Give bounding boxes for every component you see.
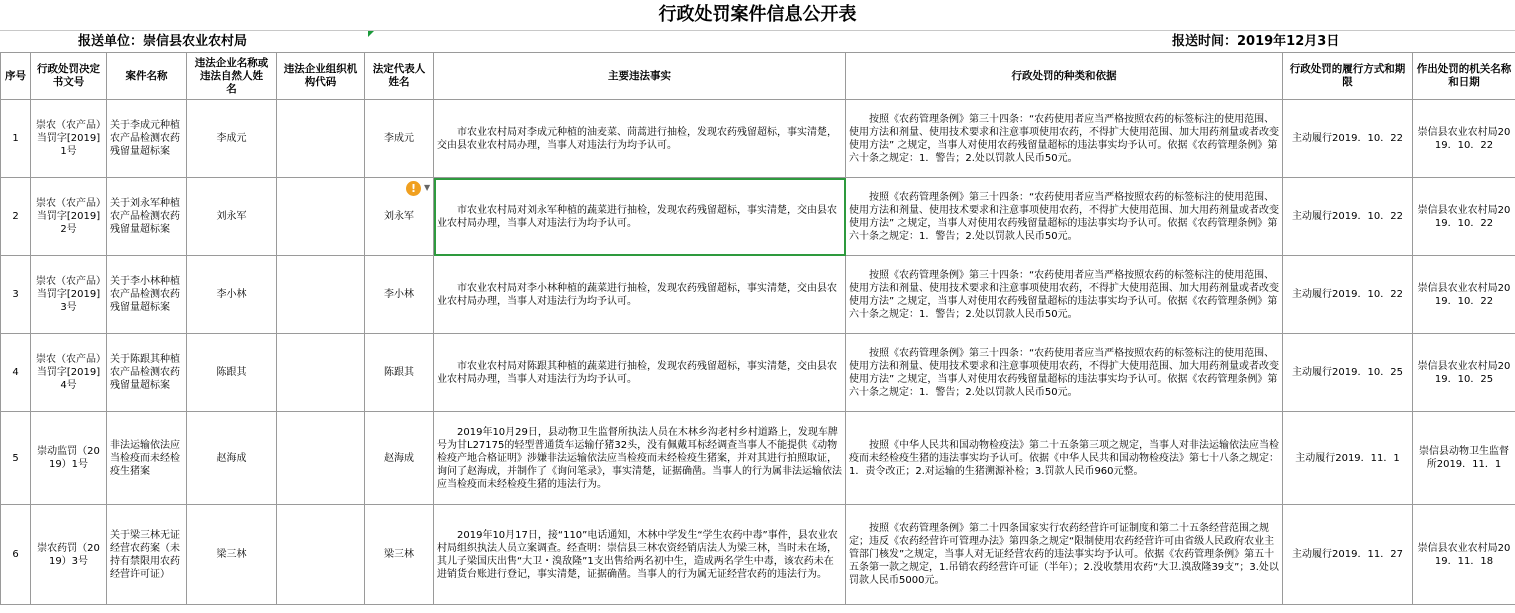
cell-basis[interactable]	[846, 256, 1283, 334]
header-cell[interactable]: 序号	[1, 53, 31, 100]
cell-no[interactable]: 5	[1, 412, 31, 505]
header-cell[interactable]: 作出处罚的机关名称和日期	[1413, 53, 1515, 100]
header-cell[interactable]: 行政处罚决定书文号	[31, 53, 107, 100]
table-row	[1, 505, 1515, 605]
cell-case-name[interactable]: 非法运输依法应当检疫而未经检疫生猪案	[107, 412, 187, 505]
cell-fact-selected[interactable]	[434, 178, 846, 256]
page-title: 行政处罚案件信息公开表	[0, 0, 1515, 31]
cell-fact[interactable]	[434, 505, 846, 605]
cell-doc-number[interactable]: 崇农（农产品）当罚字[2019]1号	[31, 100, 107, 178]
chevron-down-icon[interactable]: ▼	[424, 183, 431, 192]
cell-org-code[interactable]	[277, 505, 365, 605]
cell-basis[interactable]	[846, 334, 1283, 412]
cell-doc-number[interactable]: 崇动监罚（2019）1号	[31, 412, 107, 505]
cell-method[interactable]: 主动履行2019．10．25	[1283, 334, 1413, 412]
cell-no[interactable]: 2	[1, 178, 31, 256]
cell-basis[interactable]	[846, 505, 1283, 605]
cell-representative[interactable]: 刘永军	[365, 178, 434, 256]
basis-text: 按照《农药管理条例》第三十四条：“农药使用者应当严格按照农药的标签标注的使用范围、使用方法和剂量、使用技术要求和注意事项使用农药，不得扩大使用范围、加大用药剂量或者改变使用方法” 之规定，当事人对使用农药残留量超标的违法事实均予认可。依据《农药管理条例》第六十条之规定：1．警告；2.处以罚款人民币50元。	[849, 347, 1279, 398]
cell-representative[interactable]: 李成元	[365, 100, 434, 178]
basis-text: 按照《农药管理条例》第三十四条：“农药使用者应当严格按照农药的标签标注的使用范围、使用方法和剂量、使用技术要求和注意事项使用农药，不得扩大使用范围、加大用药剂量或者改变使用方法” 之规定，当事人对使用农药残留量超标的违法事实均予认可。依据《农药管理条例》第六十条之规定：1．警告；2.处以罚款人民币50元。	[849, 113, 1279, 164]
header-row	[1, 53, 1515, 100]
cell-basis[interactable]	[846, 100, 1283, 178]
penalty-table	[0, 52, 1515, 605]
cell-case-name[interactable]: 关于梁三林无证经营农药案（未持有禁限用农药经营许可证）	[107, 505, 187, 605]
fact-text: 市农业农村局对陈跟其种植的蔬菜进行抽检，发现农药残留超标，事实清楚，交由县农业农村局办理，当事人对违法行为均予认可。	[437, 360, 837, 385]
header-cell[interactable]: 法定代表人姓名	[365, 53, 434, 100]
cell-agency[interactable]: 崇信县农业农村局2019．11．18	[1413, 505, 1515, 605]
table-row	[1, 178, 1515, 256]
cell-case-name[interactable]: 关于李小林种植农产品检测农药残留量超标案	[107, 256, 187, 334]
basis-text: 按照《中华人民共和国动物检疫法》第二十五条第三项之规定，当事人对非法运输依法应当检疫而未经检疫生猪的违法事实均予认可。依据《中华人民共和国动物检疫法》第七十八条之规定：1．责令改正；2.对运输的生猪溯源补检；3.罚款人民币960元整。	[849, 439, 1279, 477]
fact-text: 市农业农村局对李小林种植的蔬菜进行抽检，发现农药残留超标，事实清楚，交由县农业农村局办理，当事人对违法行为均予认可。	[437, 282, 837, 307]
cell-person[interactable]: 赵海成	[187, 412, 277, 505]
cell-method[interactable]: 主动履行2019．11．27	[1283, 505, 1413, 605]
cell-basis[interactable]	[846, 412, 1283, 505]
cell-method[interactable]: 主动履行2019．10．22	[1283, 178, 1413, 256]
cell-person[interactable]: 陈跟其	[187, 334, 277, 412]
cell-basis[interactable]	[846, 178, 1283, 256]
report-info-bar	[0, 31, 1515, 52]
warning-icon[interactable]: !	[406, 181, 421, 196]
cell-agency[interactable]: 崇信县农业农村局2019．10．22	[1413, 178, 1515, 256]
cell-fact[interactable]	[434, 334, 846, 412]
cell-fact[interactable]	[434, 256, 846, 334]
table-row	[1, 100, 1515, 178]
cell-person[interactable]: 李小林	[187, 256, 277, 334]
header-cell[interactable]: 行政处罚的履行方式和期限	[1283, 53, 1413, 100]
cell-comment-marker	[368, 31, 374, 37]
cell-representative[interactable]: 梁三林	[365, 505, 434, 605]
report-unit: 报送单位：崇信县农业农村局	[78, 34, 248, 49]
cell-doc-number[interactable]: 崇农药罚（2019）3号	[31, 505, 107, 605]
cell-no[interactable]: 4	[1, 334, 31, 412]
fact-text: 2019年10月29日，县动物卫生监督所执法人员在木林乡沟老村乡村道路上，发现车牌号为甘L27175的轻型普通货车运输仔猪32头，没有佩戴耳标经调查当事人不能提供《动物检疫产地合格证明》涉嫌非法运输依法应当检疫而未经检疫生猪案，并对其进行拍照取证，询问了赵海成，并制作了《询问笔录》，事实清楚，证据确凿。当事人的行为属非法运输依法应当检疫而未经检疫生猪的违法行为。	[437, 426, 842, 490]
cell-org-code[interactable]	[277, 256, 365, 334]
cell-case-name[interactable]: 关于李成元种植农产品检测农药残留量超标案	[107, 100, 187, 178]
cell-doc-number[interactable]: 崇农（农产品）当罚字[2019]2号	[31, 178, 107, 256]
cell-org-code[interactable]	[277, 412, 365, 505]
cell-representative[interactable]: 陈跟其	[365, 334, 434, 412]
cell-fact[interactable]	[434, 100, 846, 178]
header-cell[interactable]: 违法企业组织机构代码	[277, 53, 365, 100]
cell-agency[interactable]: 崇信县农业农村局2019．10．22	[1413, 100, 1515, 178]
header-cell[interactable]: 违法企业名称或违法自然人姓 名	[187, 53, 277, 100]
header-cell[interactable]: 案件名称	[107, 53, 187, 100]
cell-doc-number[interactable]: 崇农（农产品）当罚字[2019]3号	[31, 256, 107, 334]
cell-agency[interactable]: 崇信县动物卫生监督所2019．11．1	[1413, 412, 1515, 505]
cell-person[interactable]: 刘永军	[187, 178, 277, 256]
cell-agency[interactable]: 崇信县农业农村局2019．10．22	[1413, 256, 1515, 334]
report-time: 报送时间：2019年12月3日	[1172, 34, 1340, 49]
fact-text: 市农业农村局对李成元种植的油麦菜、茼蒿进行抽检，发现农药残留超标，事实清楚，交由县农业农村局办理，当事人对违法行为均予认可。	[437, 126, 837, 151]
cell-org-code[interactable]	[277, 334, 365, 412]
fact-text: 市农业农村局对刘永军种植的蔬菜进行抽检，发现农药残留超标，事实清楚，交由县农业农村局办理，当事人对违法行为均予认可。	[437, 204, 837, 229]
cell-case-name[interactable]: 关于陈跟其种植农产品检测农药残留量超标案	[107, 334, 187, 412]
cell-representative[interactable]: 赵海成	[365, 412, 434, 505]
basis-text: 按照《农药管理条例》第二十四条国家实行农药经营许可证制度和第二十五条经营范围之规定；违反《农药经营许可管理办法》第四条之规定“限制使用农药经营许可由省级人民政府农业主管部门核发”之规定，当事人对无证经营农药的违法事实均予认可。依据《农药管理条例》第五十五条第一款之规定，1.吊销农药经营许可证（半年）；2.没收禁用农药“大卫.溴敌隆39支”；3.处以罚款人民币5000元。	[849, 523, 1279, 586]
basis-text: 按照《农药管理条例》第三十四条：“农药使用者应当严格按照农药的标签标注的使用范围、使用方法和剂量、使用技术要求和注意事项使用农药，不得扩大使用范围、加大用药剂量或者改变使用方法” 之规定，当事人对使用农药残留量超标的违法事实均予认可。依据《农药管理条例》第六十条之规定：1．警告；2.处以罚款人民币50元。	[849, 269, 1279, 320]
cell-org-code[interactable]	[277, 100, 365, 178]
cell-no[interactable]: 6	[1, 505, 31, 605]
cell-no[interactable]: 1	[1, 100, 31, 178]
header-cell[interactable]: 主要违法事实	[434, 53, 846, 100]
cell-no[interactable]: 3	[1, 256, 31, 334]
cell-person[interactable]: 梁三林	[187, 505, 277, 605]
cell-agency[interactable]: 崇信县农业农村局2019．10．25	[1413, 334, 1515, 412]
cell-person[interactable]: 李成元	[187, 100, 277, 178]
cell-org-code[interactable]	[277, 178, 365, 256]
cell-method[interactable]: 主动履行2019．11．1	[1283, 412, 1413, 505]
basis-text: 按照《农药管理条例》第三十四条：“农药使用者应当严格按照农药的标签标注的使用范围、使用方法和剂量、使用技术要求和注意事项使用农药，不得扩大使用范围、加大用药剂量或者改变使用方法” 之规定，当事人对使用农药残留量超标的违法事实均予认可。依据《农药管理条例》第六十条之规定：1．警告；2.处以罚款人民币50元。	[849, 191, 1279, 242]
fact-text: 2019年10月17日，接“110”电话通知，木林中学发生“学生农药中毒”事件，县农业农村局组织执法人员立案调查。经查明：崇信县三林农资经销店法人为梁三林，当时未在场，其儿子梁国庆出售“大卫・溴敌隆”1支出售给两名初中生，造成两名学生中毒，该农药未在进销货台账进行登记，事实清楚，证据确凿。当事人的行为属无证经营农药的违法行为。	[437, 529, 838, 580]
table-row	[1, 334, 1515, 412]
header-cell[interactable]: 行政处罚的种类和依据	[846, 53, 1283, 100]
cell-case-name[interactable]: 关于刘永军种植农产品检测农药残留量超标案	[107, 178, 187, 256]
table-row	[1, 412, 1515, 505]
cell-representative[interactable]: 李小林	[365, 256, 434, 334]
table-row	[1, 256, 1515, 334]
cell-method[interactable]: 主动履行2019．10．22	[1283, 256, 1413, 334]
cell-fact[interactable]	[434, 412, 846, 505]
cell-doc-number[interactable]: 崇农（农产品）当罚字[2019]4号	[31, 334, 107, 412]
cell-method[interactable]: 主动履行2019．10．22	[1283, 100, 1413, 178]
